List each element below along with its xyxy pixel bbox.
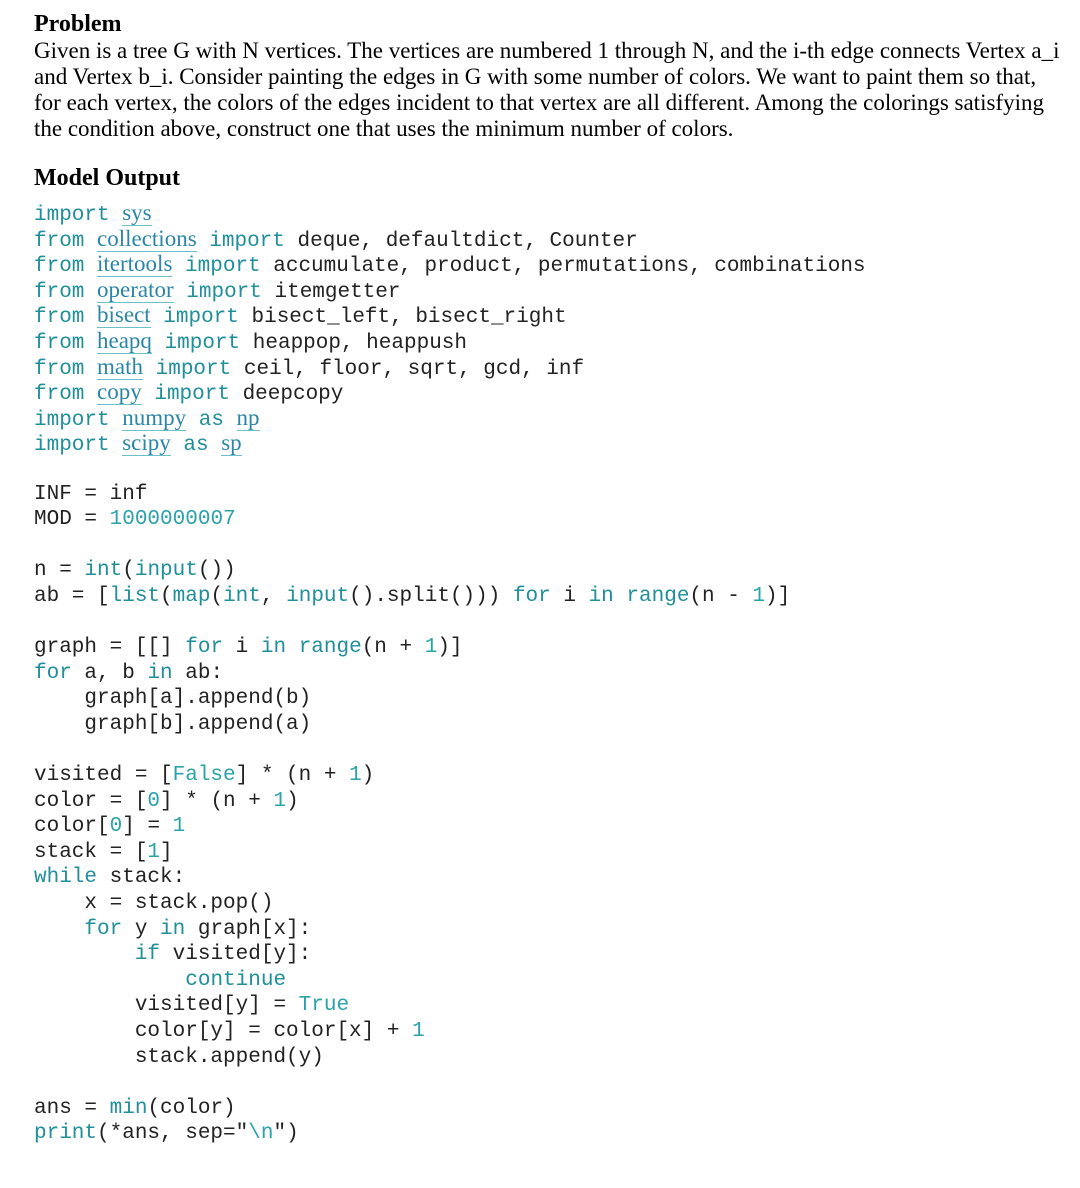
code-token: color[ — [34, 815, 110, 839]
code-token: MOD = — [34, 508, 110, 532]
code-token: accumulate, product, permutations, combinations — [273, 255, 866, 279]
code-keyword: input — [134, 559, 198, 583]
code-line — [34, 533, 1064, 559]
code-literal: 1 — [147, 840, 161, 864]
code-token: graph[a].append(b) — [34, 687, 312, 711]
code-token: ( — [210, 584, 224, 608]
code-keyword: input — [286, 584, 350, 608]
code-keyword: range — [626, 584, 690, 608]
code-keyword: range — [298, 636, 362, 660]
code-keyword: import — [143, 357, 244, 381]
code-token: visited = [ — [34, 764, 173, 788]
code-token: color[y] = color[x] + — [34, 1020, 413, 1043]
code-line — [34, 737, 1064, 763]
code-keyword: from — [34, 306, 98, 330]
code-token: x = stack.pop() — [34, 892, 274, 916]
code-token: ().split())) — [349, 584, 513, 608]
code-literal: 1000000007 — [109, 508, 236, 532]
module-name: copy — [97, 379, 142, 405]
code-line — [34, 814, 1064, 840]
code-literal: 0 — [109, 815, 123, 839]
code-token: ) — [286, 789, 299, 813]
code-literal: False — [172, 764, 236, 788]
code-token: INF = inf — [34, 482, 148, 506]
code-line — [34, 610, 1064, 636]
code-keyword: from — [34, 383, 98, 407]
code-line — [34, 763, 1064, 789]
code-token: ] * (n + — [160, 789, 274, 813]
code-line — [34, 558, 1064, 584]
code-token: ] * (n + — [235, 764, 350, 788]
code-keyword: map — [172, 584, 211, 608]
code-token: stack: — [97, 866, 186, 890]
code-token: i — [550, 584, 589, 608]
document-page — [34, 10, 1064, 1147]
code-token: ] = — [122, 815, 173, 839]
code-token: ans = — [34, 1096, 110, 1120]
code-keyword: as — [170, 434, 222, 458]
code-keyword: if — [134, 943, 161, 967]
code-line — [34, 865, 1064, 891]
code-keyword: import — [173, 280, 275, 304]
code-keyword: in — [260, 636, 287, 660]
code-token: )] — [765, 584, 791, 608]
module-name: collections — [97, 225, 197, 251]
code-line — [34, 993, 1064, 1019]
module-name: sp — [221, 430, 242, 456]
code-token: ceil, floor, sqrt, gcd, inf — [243, 357, 585, 381]
code-keyword: while — [34, 866, 98, 890]
code-literal: 1 — [172, 815, 186, 839]
code-token — [286, 636, 299, 659]
code-line — [34, 482, 1064, 508]
problem-heading: Problem — [34, 11, 122, 37]
code-line — [34, 917, 1064, 943]
code-keyword: for — [512, 584, 551, 608]
code-line — [34, 200, 1064, 226]
code-line — [34, 277, 1064, 303]
code-keyword: import — [34, 408, 123, 432]
code-token: (color) — [147, 1096, 236, 1120]
code-line — [34, 507, 1064, 533]
code-literal: 1 — [273, 789, 287, 813]
code-keyword: import — [151, 331, 253, 355]
code-line — [34, 1045, 1064, 1071]
code-line — [34, 1096, 1064, 1122]
code-block — [34, 200, 1064, 1147]
code-keyword: as — [186, 408, 237, 432]
code-keyword: list — [109, 584, 161, 608]
code-token: a, b — [71, 661, 148, 685]
code-line — [34, 1121, 1064, 1147]
code-line — [34, 891, 1064, 917]
code-token: n = — [34, 559, 85, 583]
code-keyword: from — [34, 331, 98, 355]
module-name: itertools — [97, 251, 173, 277]
code-token: y — [122, 917, 161, 941]
code-keyword: import — [141, 383, 243, 407]
code-line — [34, 635, 1064, 661]
code-line — [34, 1019, 1064, 1045]
code-keyword: import — [196, 229, 298, 253]
code-token: itemgetter — [274, 280, 401, 304]
code-token: (*ans, sep=" — [97, 1122, 249, 1146]
code-line — [34, 251, 1064, 277]
code-keyword: from — [34, 229, 98, 253]
code-token: ab = [ — [34, 584, 110, 608]
code-keyword: in — [588, 584, 614, 608]
code-line — [34, 712, 1064, 738]
code-token: graph[b].append(a) — [34, 712, 312, 736]
code-line — [34, 302, 1064, 328]
code-keyword: for — [34, 661, 72, 685]
code-line — [34, 968, 1064, 994]
code-token: color = [ — [34, 789, 148, 813]
code-line — [34, 942, 1064, 968]
module-name: heapq — [97, 327, 152, 353]
code-keyword: in — [147, 661, 173, 685]
code-keyword: int — [223, 584, 261, 608]
module-name: np — [236, 404, 260, 430]
code-token — [614, 585, 627, 608]
code-literal: 0 — [147, 789, 161, 813]
code-token: stack.append(y) — [34, 1045, 324, 1069]
code-keyword: import — [34, 204, 123, 227]
code-keyword: continue — [185, 968, 287, 992]
code-token: ()) — [197, 559, 236, 583]
module-name: sys — [122, 200, 152, 225]
code-token: i — [223, 636, 261, 660]
code-token — [34, 969, 185, 992]
code-literal: 1 — [424, 636, 438, 660]
code-line — [34, 789, 1064, 815]
code-token — [34, 943, 135, 966]
code-token: (n + — [361, 636, 425, 660]
module-name: bisect — [97, 302, 151, 328]
code-line — [34, 430, 1064, 456]
code-token: ( — [160, 584, 173, 608]
problem-statement: Given is a tree G with N vertices. The vertices are numbered 1 through N, and the i-th edge connects Vertex a_i and Vertex b_i. Consider painting the edges in G with some number of colors. We want to paint them so that, for each vertex, the colors of the edges incident to that vertex are all different. Among the colorings satisfying the condition above, construct one that uses the minimum number of colors. — [34, 38, 1060, 141]
code-line — [34, 661, 1064, 687]
code-literal: True — [298, 994, 350, 1018]
code-keyword: in — [160, 917, 186, 941]
code-token: )] — [437, 636, 463, 660]
code-token: (n - — [689, 584, 753, 608]
code-line — [34, 456, 1064, 482]
code-line — [34, 686, 1064, 712]
code-token: ] — [160, 840, 173, 864]
code-line — [34, 1070, 1064, 1096]
code-keyword: int — [84, 559, 123, 583]
module-name: scipy — [122, 430, 171, 456]
code-literal: 1 — [752, 584, 766, 608]
code-token — [34, 918, 84, 941]
code-keyword: for — [185, 636, 224, 660]
code-line — [34, 840, 1064, 866]
code-token: deque, defaultdict, Counter — [297, 229, 638, 253]
code-token: ab: — [172, 661, 224, 685]
code-line — [34, 226, 1064, 252]
code-keyword: from — [34, 255, 98, 279]
code-keyword: min — [109, 1096, 148, 1120]
code-keyword: from — [34, 280, 98, 304]
code-line — [34, 328, 1064, 354]
code-keyword: import — [172, 255, 274, 279]
code-keyword: from — [34, 357, 98, 381]
module-name: operator — [97, 276, 174, 302]
code-literal: 1 — [412, 1020, 425, 1043]
code-line — [34, 584, 1064, 610]
code-token: heappop, heappush — [252, 331, 468, 355]
code-token: , — [260, 584, 287, 608]
code-literal: \n — [248, 1122, 274, 1146]
code-token: graph[x]: — [185, 917, 312, 941]
code-token: bisect_left, bisect_right — [251, 306, 567, 330]
module-name: math — [97, 353, 144, 379]
code-line — [34, 405, 1064, 431]
code-token: stack = [ — [34, 840, 148, 864]
model-output-heading: Model Output — [34, 165, 181, 191]
code-token: ") — [273, 1122, 299, 1146]
module-name: numpy — [122, 404, 187, 430]
code-keyword: import — [34, 434, 123, 458]
code-keyword: for — [84, 917, 123, 941]
code-keyword: print — [34, 1122, 98, 1146]
code-line — [34, 379, 1064, 405]
code-literal: 1 — [349, 764, 362, 788]
code-token: ( — [122, 559, 135, 583]
code-token: graph = [[] — [34, 636, 186, 660]
code-token: visited[y] = — [34, 994, 299, 1018]
code-token: ) — [361, 764, 375, 788]
code-token: deepcopy — [242, 383, 344, 407]
code-token: visited[y]: — [160, 943, 312, 967]
code-keyword: import — [150, 306, 252, 330]
code-line — [34, 354, 1064, 380]
